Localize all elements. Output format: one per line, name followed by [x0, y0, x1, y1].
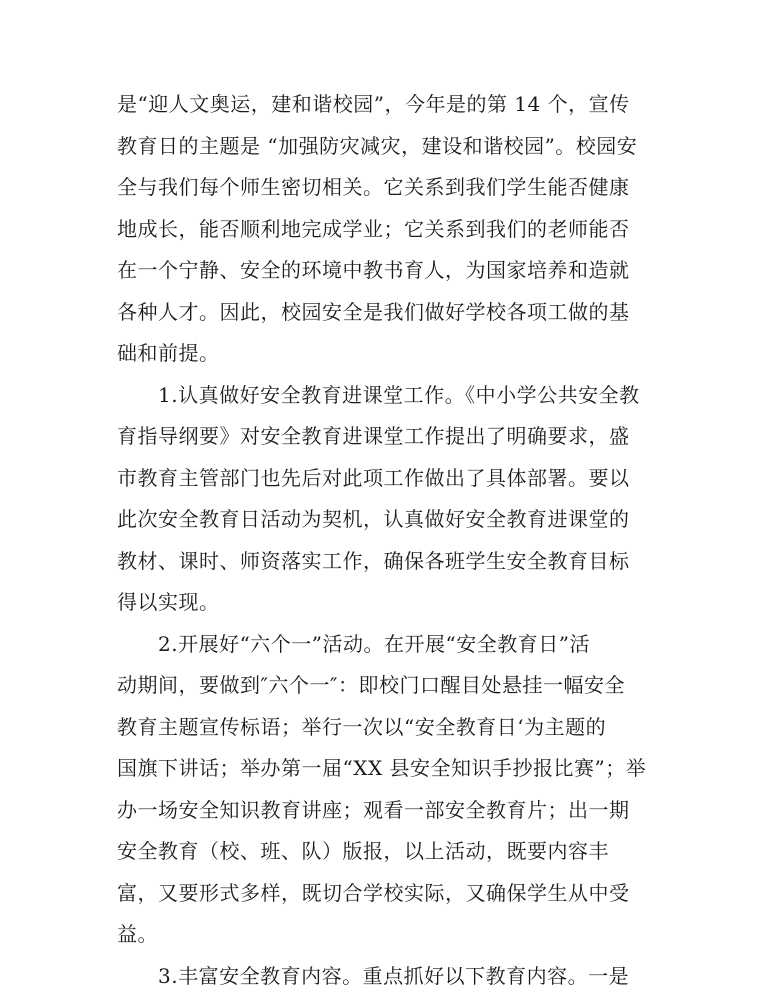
text-line: 础和前提。 [117, 341, 220, 365]
text-line: 教材、课时、师资落实工作，确保各班学生安全教育目标 [117, 548, 630, 573]
text-line: 在一个宁静、安全的环境中教书育人，为国家培养和造就 [117, 258, 630, 282]
text-line: 是“迎人文奥运，建和谐校园”，今年是的第 14 个，宣传 [117, 92, 630, 116]
paragraph-3-start: 3.丰富安全教育内容。重点抓好以下教育内容。一是 [158, 963, 630, 988]
text-line: 教育日的主题是 “加强防灾减灾，建设和谐校园”。校园安 [117, 133, 638, 158]
text-line: 动期间，要做到″六个一″：即校门口醒目处悬挂一幅安全 [117, 673, 625, 697]
text-line: 办一场安全知识教育讲座；观看一部安全教育片；出一期 [117, 797, 630, 822]
text-line: 富，又要形式多样，既切合学校实际，又确保学生从中受 [117, 880, 630, 905]
text-line: 此次安全教育日活动为契机，认真做好安全教育进课堂的 [117, 507, 630, 531]
text-line: 市教育主管部门也先后对此项工作做出了具体部署。要以 [117, 465, 630, 490]
text-line: 各种人才。因此，校园安全是我们做好学校各项工做的基 [117, 299, 630, 324]
text-line: 全与我们每个师生密切相关。它关系到我们学生能否健康 [117, 175, 630, 199]
text-line: 育指导纲要》对安全教育进课堂工作提出了明确要求，盛 [117, 424, 630, 448]
paragraph-2-start: 2.开展好“六个一”活动。在开展“安全教育日”活 [158, 631, 590, 656]
text-line: 教育主题宣传标语；举行一次以“安全教育日‘为主题的 [117, 714, 607, 739]
paragraph-1-start: 1.认真做好安全教育进课堂工作。《中小学公共安全教 [158, 382, 640, 407]
text-line: 地成长，能否顺利地完成学业；它关系到我们的老师能否 [117, 216, 630, 241]
text-line: 得以实现。 [117, 590, 220, 614]
text-line: 国旗下讲话；举办第一届“XX 县安全知识手抄报比赛”；举 [117, 756, 647, 780]
text-line: 安全教育（校、班、队）版报，以上活动，既要内容丰 [117, 839, 609, 863]
text-line: 益。 [117, 922, 158, 946]
document-body [117, 84, 653, 997]
